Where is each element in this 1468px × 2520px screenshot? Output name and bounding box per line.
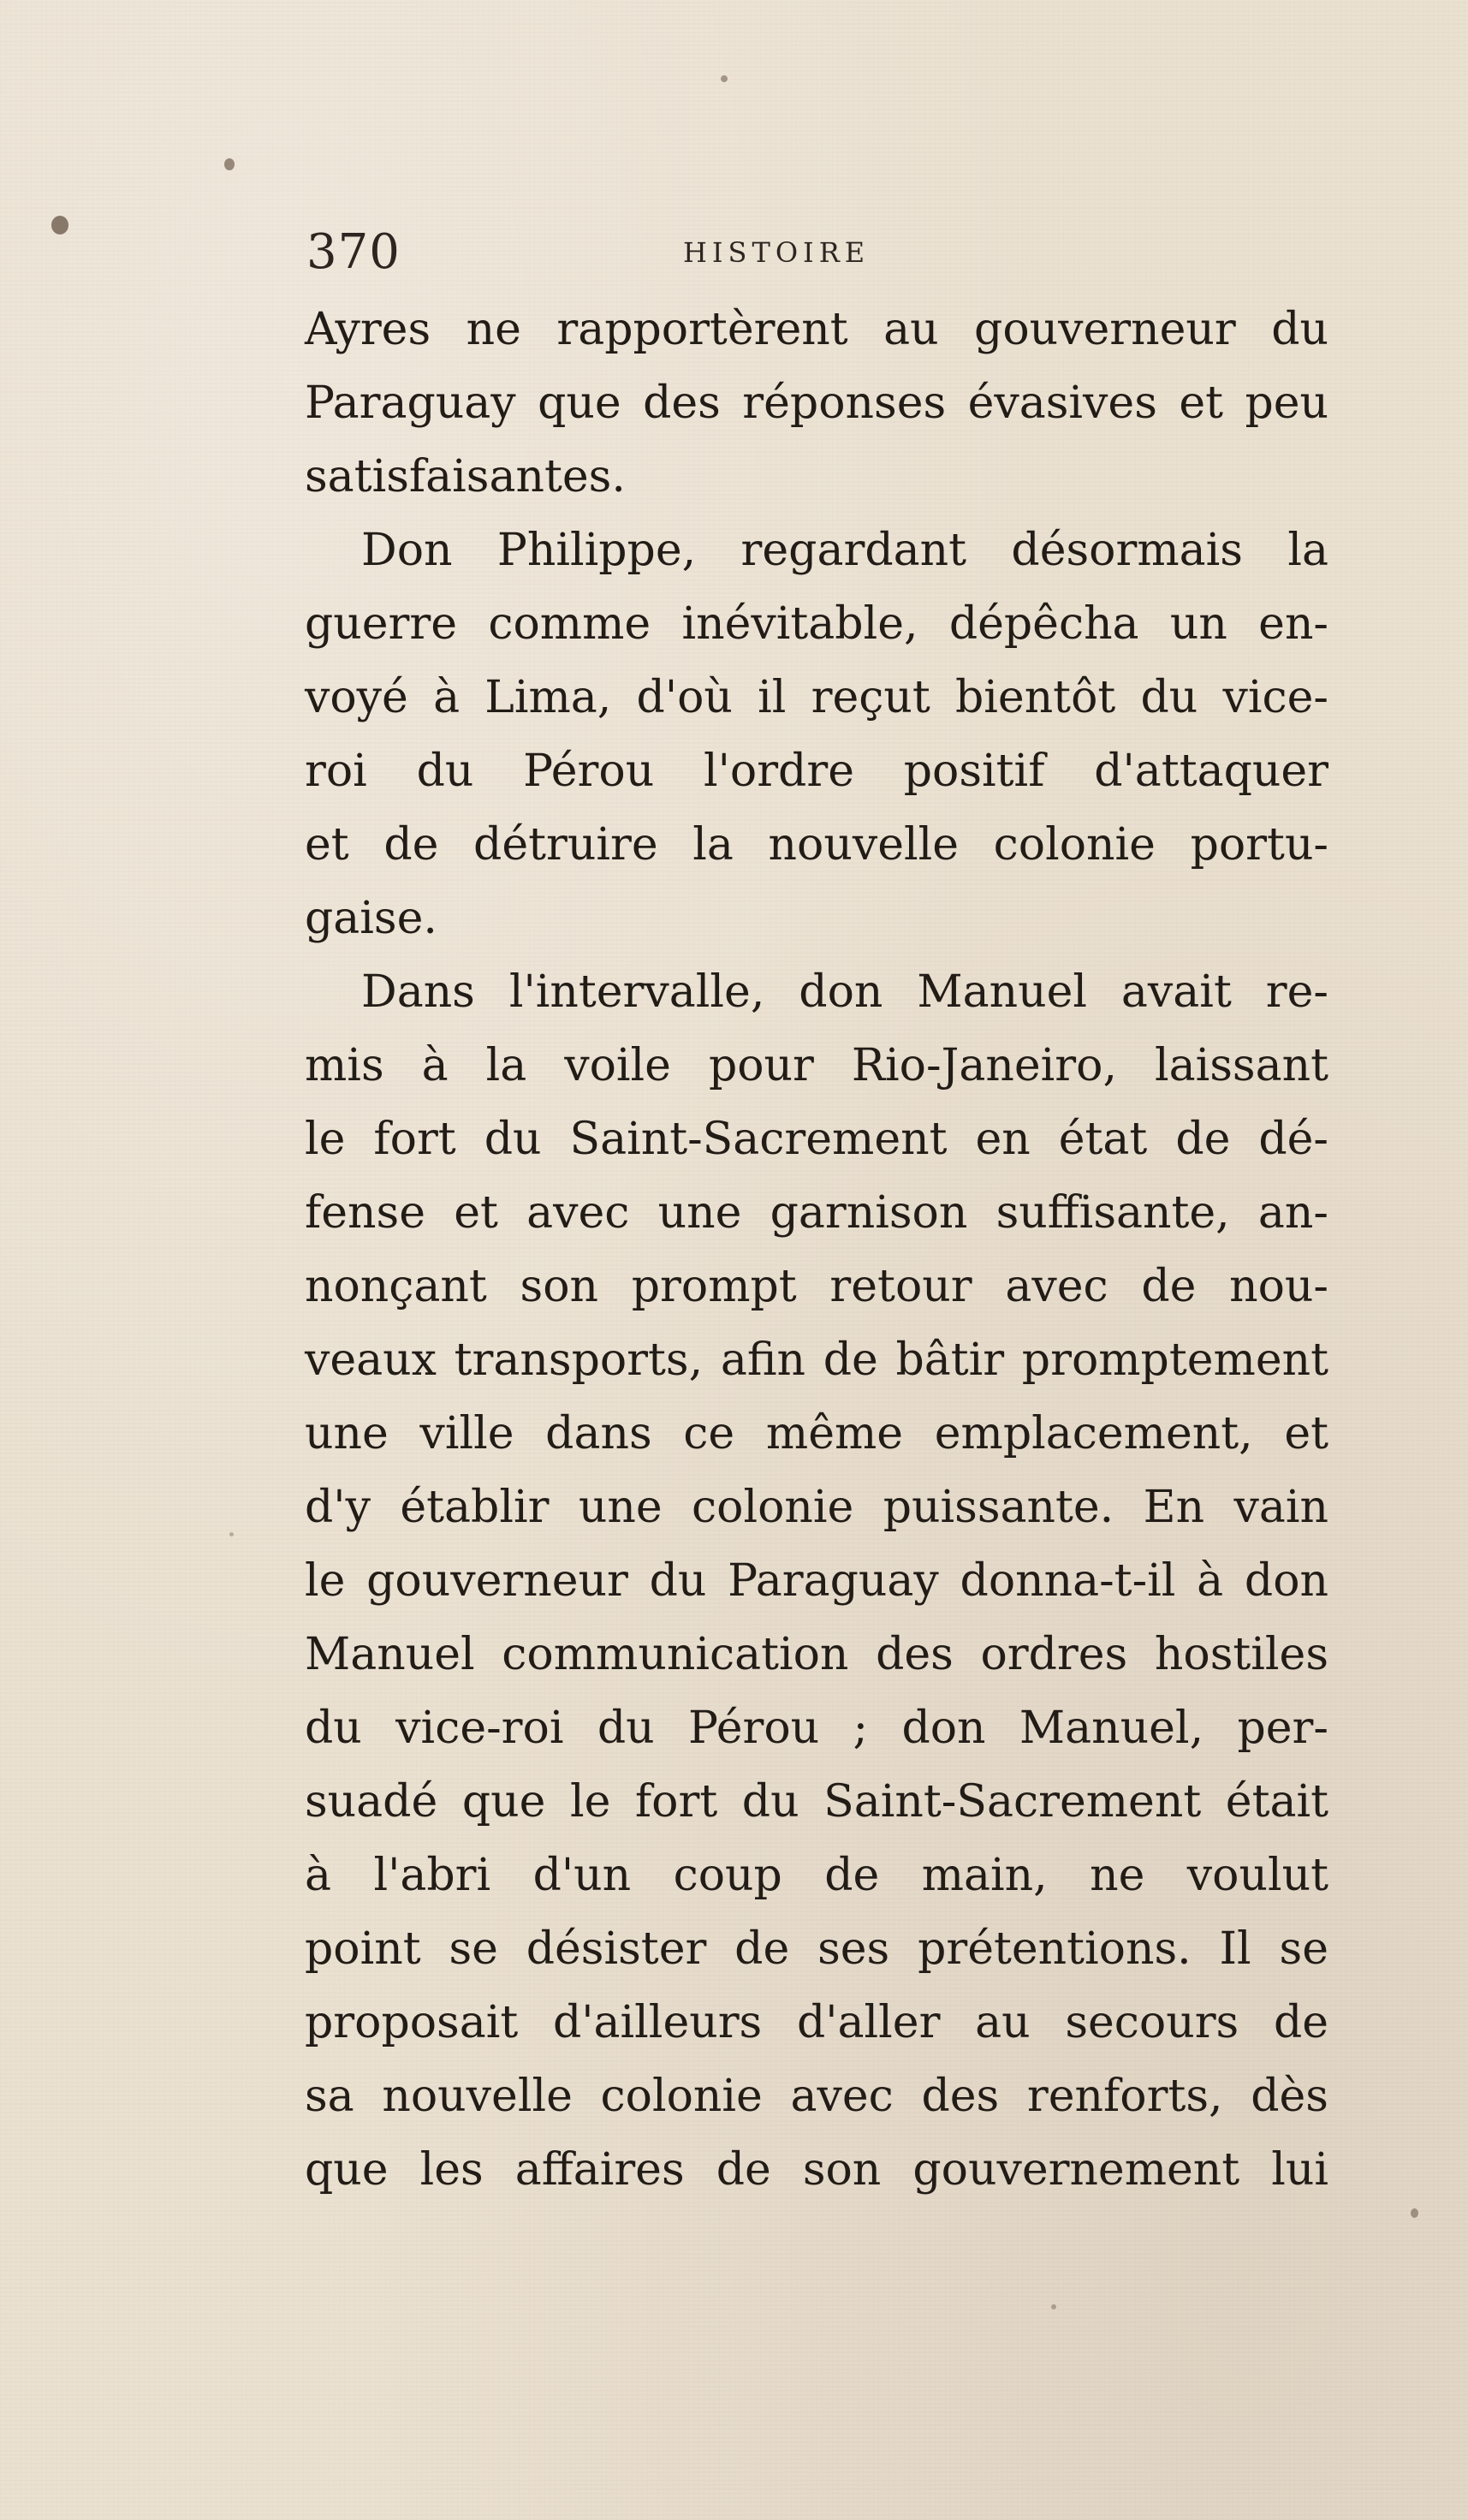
text-line: Ayres ne rapportèrent au gouverneur du xyxy=(305,304,1328,355)
text-line: que les affaires de son gouvernement lui xyxy=(305,2144,1328,2196)
paper-speck xyxy=(229,1532,234,1536)
text-line: mis à la voile pour Rio-Janeiro, laissant xyxy=(305,1040,1328,1091)
text-line: nonçant son prompt retour avec de nou- xyxy=(305,1261,1328,1312)
text-line: roi du Pérou l'ordre positif d'attaquer xyxy=(305,746,1328,797)
text-line: Paraguay que des réponses évasives et peu xyxy=(305,377,1328,429)
text-line: voyé à Lima, d'où il reçut bientôt du vice- xyxy=(305,672,1328,723)
text-line: du vice-roi du Pérou ; don Manuel, per- xyxy=(305,1703,1328,1754)
text-line: à l'abri d'un coup de main, ne voulut xyxy=(305,1850,1328,1901)
text-line: point se désister de ses prétentions. Il se xyxy=(305,1923,1328,1975)
text-line: le fort du Saint-Sacrement en état de dé- xyxy=(305,1114,1328,1165)
paper-speck xyxy=(1411,2208,1418,2218)
text-line: et de détruire la nouvelle colonie portu- xyxy=(305,819,1328,871)
text-line: guerre comme inévitable, dépêcha un en- xyxy=(305,598,1328,650)
text-line: d'y établir une colonie puissante. En vain xyxy=(305,1482,1328,1533)
paper-speck xyxy=(721,75,728,82)
page-number: 370 xyxy=(306,224,401,280)
body-text xyxy=(305,293,1328,2207)
text-line: fense et avec une garnison suffisante, an- xyxy=(305,1187,1328,1239)
paper-speck xyxy=(1051,2304,1056,2309)
paper-speck xyxy=(51,216,68,235)
text-line: veaux transports, afin de bâtir promptement xyxy=(305,1334,1328,1386)
text-line: le gouverneur du Paraguay donna-t-il à don xyxy=(305,1555,1328,1607)
text-line: Dans l'intervalle, don Manuel avait re- xyxy=(361,966,1328,1018)
text-line: satisfaisantes. xyxy=(305,451,626,502)
text-line: sa nouvelle colonie avec des renforts, dès xyxy=(305,2071,1328,2122)
text-line: Don Philippe, regardant désormais la xyxy=(361,525,1328,576)
page-header xyxy=(306,224,1334,284)
running-head: HISTOIRE xyxy=(683,236,871,269)
text-line: une ville dans ce même emplacement, et xyxy=(305,1408,1328,1459)
text-line: gaise. xyxy=(305,893,437,944)
paper-speck xyxy=(224,158,235,170)
text-line: proposait d'ailleurs d'aller au secours de xyxy=(305,1997,1328,2048)
text-line: Manuel communication des ordres hostiles xyxy=(305,1629,1328,1680)
text-line: suadé que le fort du Saint-Sacrement était xyxy=(305,1776,1328,1828)
